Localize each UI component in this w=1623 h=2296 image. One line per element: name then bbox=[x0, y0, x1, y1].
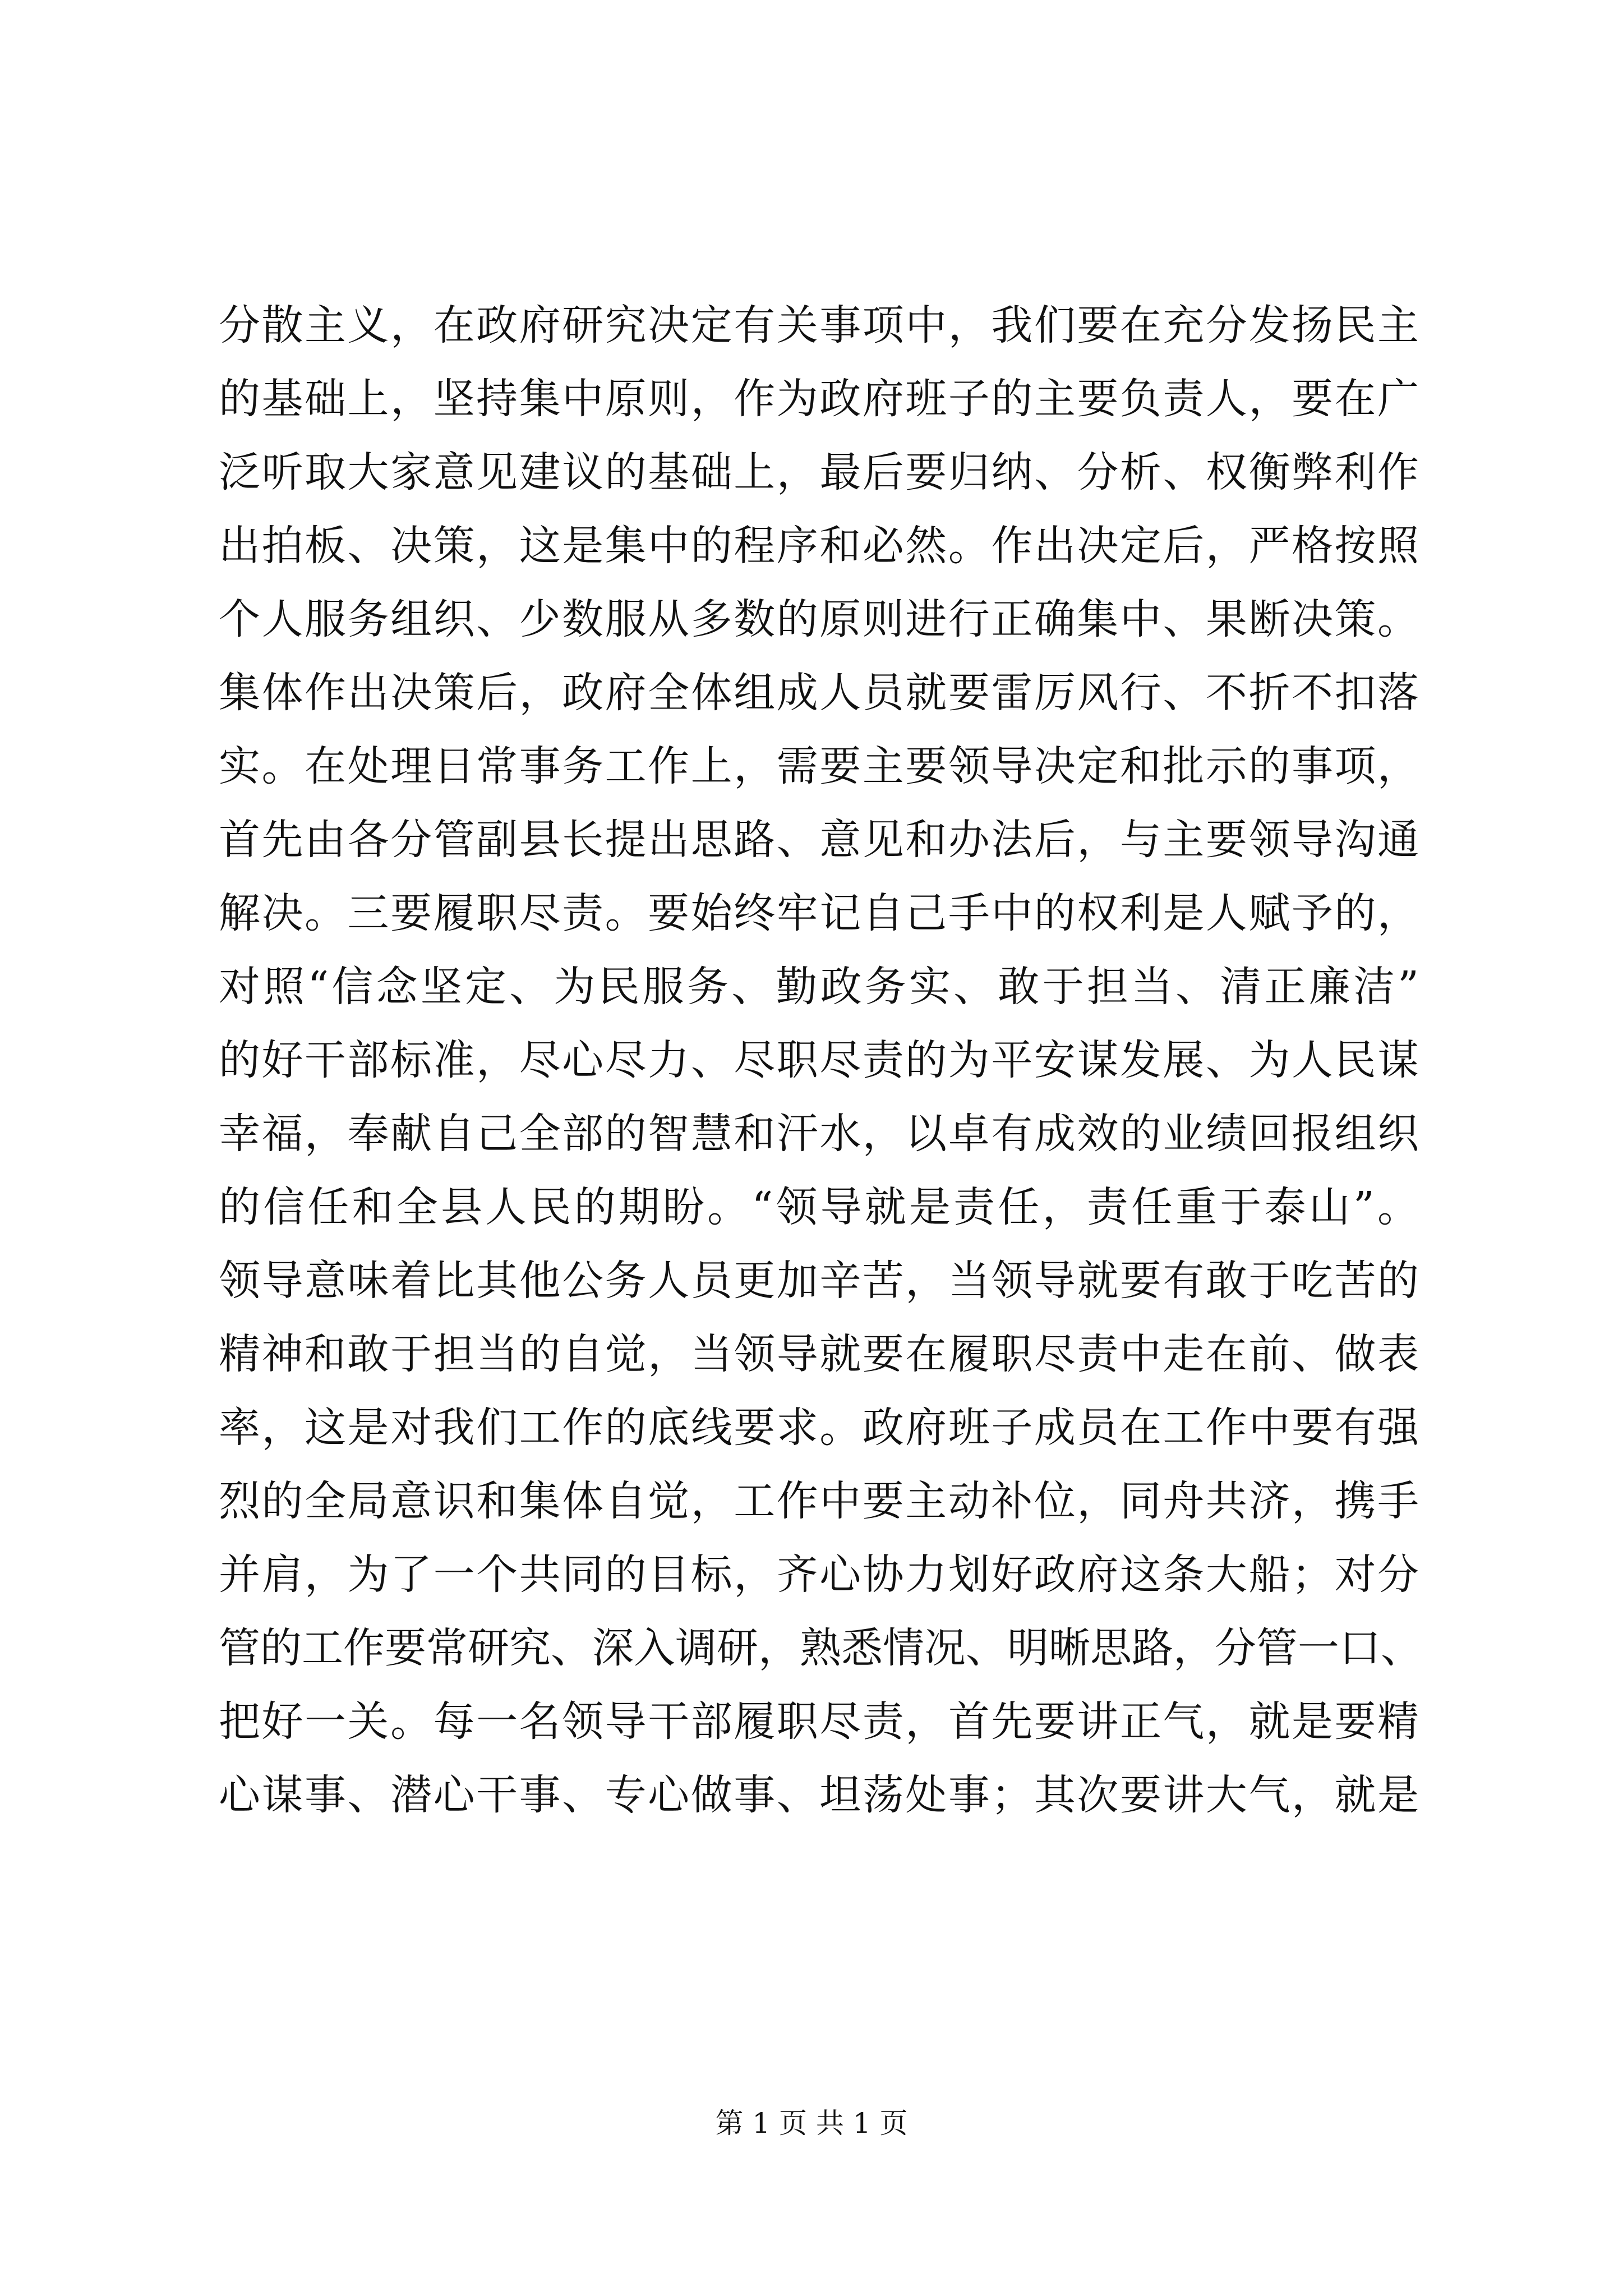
text-line: 出拍板、决策，这是集中的程序和必然。作出决定后，严格按照 bbox=[219, 522, 1419, 570]
text-line: 解决。三要履职尽责。要始终牢记自己手中的权利是人赋予的， bbox=[219, 889, 1419, 937]
body-text bbox=[219, 289, 1422, 1832]
text-line: 泛听取大家意见建议的基础上，最后要归纳、分析、权衡弊利作 bbox=[219, 448, 1419, 496]
text-line: 精神和敢于担当的自觉，当领导就要在履职尽责中走在前、做表 bbox=[219, 1330, 1419, 1378]
text-line: 心谋事、潜心干事、专心做事、坦荡处事；其次要讲大气，就是 bbox=[219, 1771, 1419, 1819]
text-line: 管的工作要常研究、深入调研，熟悉情况、明晰思路，分管一口、 bbox=[219, 1624, 1422, 1672]
text-line: 首先由各分管副县长提出思路、意见和办法后，与主要领导沟通 bbox=[219, 816, 1419, 864]
text-line: 领导意味着比其他公务人员更加辛苦，当领导就要有敢于吃苦的 bbox=[219, 1257, 1419, 1305]
text-line: 的基础上，坚持集中原则，作为政府班子的主要负责人，要在广 bbox=[219, 375, 1419, 423]
text-line: 集体作出决策后，政府全体组成人员就要雷厉风行、不折不扣落 bbox=[219, 669, 1419, 717]
text-line: 的好干部标准，尽心尽力、尽职尽责的为平安谋发展、为人民谋 bbox=[219, 1036, 1419, 1084]
text-line: 分散主义，在政府研究决定有关事项中，我们要在充分发扬民主 bbox=[219, 301, 1419, 349]
page-footer: 第 1 页 共 1 页 bbox=[715, 2107, 908, 2139]
text-line: 率，这是对我们工作的底线要求。政府班子成员在工作中要有强 bbox=[219, 1404, 1419, 1452]
text-line: 并肩，为了一个共同的目标，齐心协力划好政府这条大船；对分 bbox=[219, 1550, 1419, 1599]
text-line: 烈的全局意识和集体自觉，工作中要主动补位，同舟共济，携手 bbox=[219, 1477, 1419, 1525]
text-line: 幸福，奉献自己全部的智慧和汗水，以卓有成效的业绩回报组织 bbox=[219, 1110, 1419, 1158]
text-line: 对照“信念坚定、为民服务、勤政务实、敢于担当、清正廉洁” bbox=[219, 963, 1419, 1011]
text-line: 把好一关。每一名领导干部履职尽责，首先要讲正气，就是要精 bbox=[219, 1697, 1419, 1746]
text-line: 个人服务组织、少数服从多数的原则进行正确集中、果断决策。 bbox=[219, 595, 1419, 643]
text-line: 实。在处理日常事务工作上，需要主要领导决定和批示的事项， bbox=[219, 742, 1419, 790]
text-line: 的信任和全县人民的期盼。“领导就是责任，责任重于泰山”。 bbox=[219, 1183, 1419, 1231]
